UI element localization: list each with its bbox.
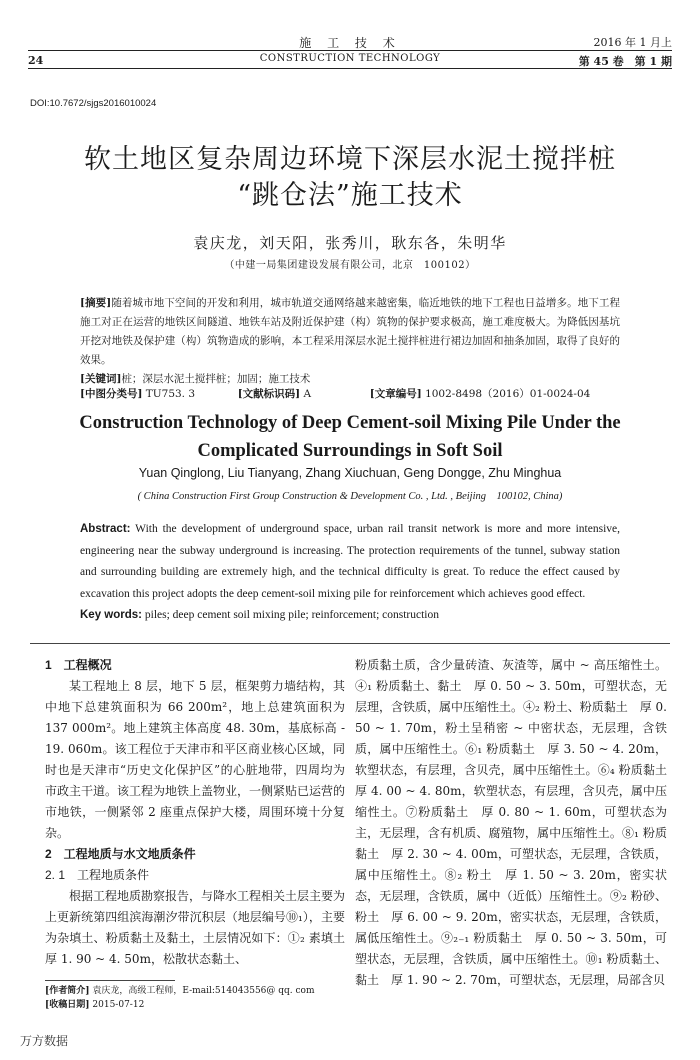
abstract-cn [80, 294, 620, 389]
section-1-paragraph: 某工程地上 8 层，地下 5 层，框架剪力墙结构，其中地下总建筑面积为 66 200m²，地上总建筑面积为 137 000m²。地上建筑主体高度 48. 30m，基底标高 - 19. 060m。该工程位于天津市和平区商业核心区域，同时也是天津市“历史文化保护区”的心脏地带，四周均为市政主干道。该工程为地铁上盖物业，一侧紧贴已运营的市地铁，一侧紧邻 2 座重点保护大楼，周围环境十分复杂。 [45, 679, 346, 840]
section-1-heading: 1 工程概况 [45, 658, 112, 672]
keywords-en-text: piles; deep cement soil mixing pile; reinforcement; construction [144, 609, 440, 621]
doi: DOI:10.7672/sjgs2016010024 [30, 98, 157, 109]
section-divider [30, 643, 670, 644]
doc-code-label: [文献标识码] [237, 388, 301, 400]
doc-code-value: A [303, 388, 312, 400]
received-date: 2015-07-12 [92, 1000, 145, 1010]
affiliation-en: ( China Construction First Group Construction & Development Co. , Ltd. , Beijing 100102, China) [137, 491, 563, 502]
soil-layers-paragraph: 粉质黏土质，含少量砖渣、灰渣等，属中 ~ 高压缩性土。④₁ 粉质黏土、黏土 厚 0. 50 ~ 3. 50m，可塑状态，无层理，含铁质，属中压缩性土。④₂ 粉土、粉质黏土 厚 0. 50 ~ 1. 70m，粉土呈稍密 ~ 中密状态，无层理，含铁质，属中压缩性土。⑥₁ 粉质黏土 厚 3. 50 ~ 4. 20m，软塑状态，有层理，含贝壳，属中压缩性土。⑥₄ 粉质黏土 厚 4. 00 ~ 4. 80m，软塑状态，有层理，含贝壳，属中压缩性土。⑦粉质黏土 厚 0. 80 ~ 1. 60m，可塑状态为主，无层理，含有机质、腐殖物，属中压缩性土。⑧₁ 粉质黏土 厚 2. 30 ~ 4. 00m，可塑状态，无层理，含铁质，属中压缩性土。⑧₂ 粉土 厚 1. 50 ~ 3. 20m，密实状态，无层理，含铁质，属中（近低）压缩性土。⑨₂ 粉砂、粉土 厚 6. 00 ~ 9. 20m，密实状态，无层理，含铁质，属低压缩性土。⑨₂₋₁ 粉质黏土 厚 0. 50 ~ 3. 50m，可塑状态，无层理，含铁质，属中压缩性土。⑩₁ 粉质黏土、黏土 厚 1. 90 ~ 2. 70m，可塑状态，无层理，局部含贝 [355, 658, 680, 987]
author-bio: 袁庆龙，高级工程师，E-mail:514043556@ qq. com [92, 986, 315, 996]
page-number: 24 [28, 54, 44, 67]
section-2-1-paragraph: 根据工程地质勘察报告，与降水工程相关土层主要为上更新统第四组滨海潮汐带沉积层（地层编号⑩₁），主要为杂填土、粉质黏土及黏土，土层情况如下：①₂ 素填土 厚 1. 90 ~ 4. 50m，松散状态黏土、 [45, 889, 358, 966]
page-header [28, 30, 672, 74]
title-cn [0, 142, 700, 214]
affiliation-cn: （中建一局集团建设发展有限公司，北京 100102） [224, 260, 476, 271]
clc-value: TU753. 3 [145, 388, 196, 400]
authors-cn: 袁庆龙，刘天阳，张秀川，耿东各，朱明华 [193, 234, 507, 252]
author-bio-label: [作者简介] [45, 986, 90, 996]
body-left-column [45, 655, 358, 970]
title-en-line2: Complicated Surroundings in Soft Soil [197, 441, 503, 461]
abstract-en [80, 519, 620, 627]
header-rule-lower [28, 68, 672, 69]
clc-label: [中图分类号] [80, 388, 143, 400]
authors-en: Yuan Qinglong, Liu Tianyang, Zhang Xiuchuan, Geng Dongge, Zhu Minghua [138, 466, 562, 480]
section-2-1-heading: 2. 1 工程地质条件 [45, 868, 150, 882]
title-cn-line1: 软土地区复杂周边环境下深层水泥土搅拌桩 [84, 144, 616, 175]
issue-volume: 第 45 卷 第 1 期 [578, 55, 672, 68]
footnote-rule [45, 980, 175, 981]
footnotes [45, 984, 345, 1012]
journal-name-cn: 施 工 技 术 [299, 36, 401, 50]
body-right-column [355, 655, 680, 991]
watermark-text: 万方数据 [20, 1034, 69, 1048]
abstract-cn-label: [摘要] [80, 297, 112, 309]
keywords-cn-label: [关键词] [80, 373, 122, 385]
abstract-en-label: Abstract: [80, 523, 131, 535]
abstract-cn-text: 随着城市地下空间的开发和利用，城市轨道交通网络越来越密集，临近地铁的地下工程也日益增多。地下工程施工对正在运营的地铁区间隧道、地铁车站及附近保护建（构）筑物的保护要求极高，施工难度极大。为降低因基坑开挖对地铁及保护建（构）筑物造成的影响，本工程采用深层水泥土搅拌桩进行裙边加固和抽条加固，取得了良好的效果。 [80, 297, 620, 366]
keywords-en-label: Key words: [80, 609, 142, 621]
title-en [40, 409, 660, 465]
abstract-en-text: With the development of underground space, urban rail transit network is more and more intensive, engineering near the subway underground is increasing. The protection requirements of the tunnel, subway station and surrounding building are extremely high, and the technical difficulty is great. To reduce the effect caused by excavation this project adopts the deep cement-soil mixing pile for reinforcement which achieves good effect. [80, 523, 620, 600]
issue-date: 2016 年 1 月上 [593, 36, 672, 49]
article-number-label: [文章编号] [369, 388, 422, 400]
article-number-value: 1002-8498（2016）01-0024-04 [425, 388, 591, 400]
keywords-cn-text: 桩；深层水泥土搅拌桩；加固；施工技术 [121, 373, 311, 385]
section-2-heading: 2 工程地质与水文地质条件 [45, 847, 196, 861]
journal-name-en: CONSTRUCTION TECHNOLOGY [259, 53, 441, 64]
received-date-label: [收稿日期] [45, 1000, 90, 1010]
classification-row [80, 386, 620, 401]
title-en-line1: Construction Technology of Deep Cement-soil Mixing Pile Under the [79, 413, 621, 433]
title-cn-line2: “跳仓法”施工技术 [237, 180, 463, 211]
